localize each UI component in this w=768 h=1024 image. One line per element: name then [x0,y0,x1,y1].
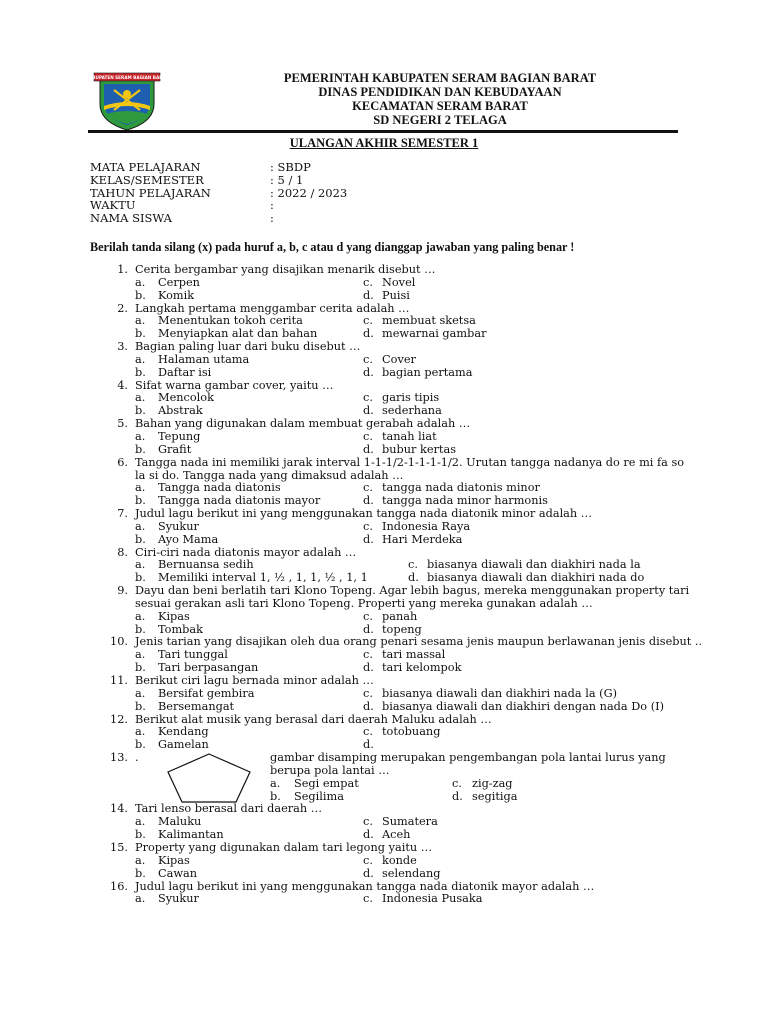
option-letter: c. [363,853,373,867]
option-a-text: Bernuansa sedih [158,558,254,572]
question-line [0,868,768,881]
option-letter: a. [135,609,146,623]
question-number: 6. [117,455,128,469]
option-letter: a. [135,815,146,829]
option-letter: a. [135,481,146,495]
option-d-text: biasanya diawali dan diakhiri nada do [427,571,645,585]
option-a-text: Halaman utama [158,352,250,366]
option-d-text: segitiga [472,789,518,803]
question-text: la si do. Tangga nada yang dimaksud adalah … [135,468,404,482]
question-line [0,726,768,739]
question-number: 14. [110,802,128,816]
question-line [0,585,768,598]
option-letter: d. [408,571,419,585]
option-b-text: Memiliki interval 1, ½ , 1, 1, ½ , 1, 1 [158,571,368,585]
option-c-text: tanah liat [382,429,437,443]
question-text: Judul lagu berikut ini yang menggunakan tangga nada diatonik mayor adalah … [135,879,595,893]
option-letter: a. [135,853,146,867]
option-letter: a. [135,352,146,366]
question-line [0,431,768,444]
option-c-text: panah [382,609,418,623]
option-letter: b. [135,571,146,585]
option-b-text: Tangga nada diatonis mayor [158,494,321,508]
option-a-text: Tepung [158,429,201,443]
pentagon-figure [164,752,254,804]
option-c-text: membuat sketsa [382,314,476,328]
option-b-text: Daftar isi [158,365,212,379]
question-number: 13. [110,751,128,765]
question-line [0,508,768,521]
question-line [0,521,768,534]
option-c-text: Indonesia Raya [382,519,471,533]
question-number: 7. [117,507,128,521]
option-d-text: selendang [382,866,441,880]
option-letter: c. [363,314,373,328]
letterhead [170,71,710,127]
option-c-text: konde [382,853,417,867]
question-text: Tari lenso berasal dari daerah … [135,802,323,816]
option-b-text: Cawan [158,866,198,880]
option-d-text: sederhana [382,404,442,418]
option-c-text: Sumatera [382,815,438,829]
question-text: gambar disamping merupakan pengembangan pola lantai lurus yang [270,751,666,765]
option-letter: c. [363,429,373,443]
option-letter: b. [135,327,146,341]
option-letter: d. [363,622,374,636]
question-text: berupa pola lantai … [270,763,390,777]
question-number: 12. [110,712,128,726]
option-letter: b. [135,288,146,302]
letterhead-line-3: KECAMATAN SERAM BARAT [352,99,528,113]
question-text: Jenis tarian yang disajikan oleh dua orang penari sesama jenis maupun berlawanan jenis disebut .. [135,635,703,649]
option-c-text: biasanya diawali dan diakhiri nada la (G) [382,686,617,700]
question-lead: . [135,751,139,765]
option-letter: b. [135,494,146,508]
identity-label: WAKTU [90,198,136,213]
identity-label: NAMA SISWA [90,211,172,226]
identity-value: : [270,198,274,213]
option-a-text: Tangga nada diatonis [158,481,281,495]
option-c-text: totobuang [382,725,441,739]
option-letter: d. [363,738,374,752]
question-line [0,701,768,714]
option-d-text: tangga nada minor harmonis [382,494,548,508]
option-b-text: Gamelan [158,738,209,752]
option-b-text: Grafit [158,442,192,456]
option-d-text: Puisi [382,288,410,302]
option-letter: a. [135,314,146,328]
option-letter: d. [363,828,374,842]
question-line [0,855,768,868]
option-a-text: Kendang [158,725,209,739]
question-text: Ciri-ciri nada diatonis mayor adalah … [135,545,357,559]
question-number: 10. [110,635,128,649]
question-line [0,778,768,791]
identity-value: : 2022 / 2023 [270,185,348,200]
option-letter: d. [363,532,374,546]
question-text: Property yang digunakan dalam tari legong yaitu … [135,840,433,854]
question-text: Judul lagu berikut ini yang menggunakan tangga nada diatonik minor adalah … [135,507,593,521]
option-letter: a. [135,275,146,289]
option-letter: a. [135,429,146,443]
option-a-text: Kipas [158,853,190,867]
option-a-text: Bersifat gembira [158,686,255,700]
option-c-text: Novel [382,275,416,289]
question-number: 3. [117,340,128,354]
identity-value: : SBDP [270,160,311,174]
option-b-text: Kalimantan [158,828,224,842]
question-list [0,264,768,906]
option-b-text: Ayo Mama [158,532,219,546]
letterhead-line-4: SD NEGERI 2 TELAGA [373,113,507,127]
question-text: Dayu dan beni berlatih tari Klono Topeng. Agar lebih bagus, mereka menggunakan property tari [135,584,690,598]
option-letter: c. [363,686,373,700]
option-b-text: Abstrak [158,404,203,418]
option-b-text: Segilima [294,789,344,803]
option-letter: b. [135,404,146,418]
option-letter: d. [363,327,374,341]
question-line [0,444,768,457]
question-number: 16. [110,879,128,893]
question-number: 11. [110,674,128,687]
option-letter: b. [135,699,146,713]
identity-label: MATA PELAJARAN [90,160,201,174]
identity-label: TAHUN PELAJARAN [90,185,211,200]
identity-value: : [270,211,274,226]
question-line [0,264,768,277]
option-d-text: biasanya diawali dan diakhiri dengan nada Do (I) [382,699,664,713]
question-number: 1. [117,263,128,276]
question-line [0,534,768,547]
option-c-text: tari massal [382,648,446,662]
option-letter: d. [363,404,374,418]
question-line [0,290,768,303]
option-c-text: tangga nada diatonis minor [382,481,540,495]
question-text: Berikut alat musik yang berasal dari daerah Maluku adalah … [135,712,492,726]
option-letter: b. [135,532,146,546]
question-number: 15. [110,840,128,854]
question-number: 4. [117,378,128,392]
question-line [0,598,768,611]
option-a-text: Tari tunggal [158,648,228,662]
option-letter: c. [363,892,373,906]
question-line [0,328,768,341]
option-b-text: Bersemangat [158,699,235,713]
option-letter: c. [363,519,373,533]
option-a-text: Maluku [158,815,202,829]
option-d-text: mewarnai gambar [382,327,487,341]
identity-value: : 5 / 1 [270,172,304,187]
option-letter: c. [363,815,373,829]
option-a-text: Segi empat [294,776,359,790]
option-letter: b. [135,828,146,842]
exam-title: ULANGAN AKHIR SEMESTER 1 [289,136,479,150]
option-a-text: Kipas [158,609,190,623]
option-letter: b. [135,738,146,752]
option-letter: a. [135,892,146,906]
option-letter: a. [135,648,146,662]
header-divider [88,130,678,133]
question-text: Langkah pertama menggambar cerita adalah … [135,301,410,315]
question-line [0,341,768,354]
option-letter: b. [270,789,281,803]
letterhead-line-2: DINAS PENDIDIKAN DAN KEBUDAYAAN [318,85,562,99]
option-letter: b. [135,442,146,456]
option-c-text: garis tipis [382,391,440,405]
question-line [0,675,768,688]
question-line [0,765,768,778]
option-a-text: Syukur [158,519,199,533]
option-letter: d. [363,661,374,675]
option-a-text: Menentukan tokoh cerita [158,314,303,328]
option-a-text: Syukur [158,892,199,906]
option-letter: b. [135,661,146,675]
question-line [0,277,768,290]
option-b-text: Tombak [158,622,203,636]
question-line [0,611,768,624]
identity-label: KELAS/SEMESTER [90,172,204,187]
option-letter: c. [408,558,418,572]
question-text: Berikut ciri lagu bernada minor adalah … [135,674,374,687]
logo-banner-text: KABUPATEN SERAM BAGIAN BARAT [85,75,169,80]
option-letter: a. [135,519,146,533]
option-letter: a. [135,725,146,739]
option-a-text: Mencolok [158,391,214,405]
option-d-text: bubur kertas [382,442,457,456]
option-letter: c. [363,481,373,495]
option-letter: c. [363,648,373,662]
option-c-text: Cover [382,352,416,366]
option-c-text: zig-zag [472,776,513,790]
question-number: 5. [117,417,128,431]
option-d-text: tari kelompok [382,661,462,675]
option-a-text: Cerpen [158,275,200,289]
option-letter: d. [363,866,374,880]
question-text: sesuai gerakan asli tari Klono Topeng. Properti yang mereka gunakan adalah … [135,596,593,610]
letterhead-line-1: PEMERINTAH KABUPATEN SERAM BAGIAN BARAT [283,71,597,85]
option-c-text: biasanya diawali dan diakhiri nada la [427,558,641,572]
question-line [0,547,768,560]
option-d-text: topeng [382,622,422,636]
option-letter: d. [363,494,374,508]
option-letter: b. [135,365,146,379]
question-text: Sifat warna gambar cover, yaitu … [135,378,334,392]
question-line [0,752,768,765]
option-letter: d. [363,288,374,302]
option-d-text: Aceh [382,828,411,842]
question-line [0,354,768,367]
question-line [0,688,768,701]
question-line [0,842,768,855]
question-number: 8. [117,545,128,559]
option-letter: d. [363,365,374,379]
question-line [0,457,768,470]
question-line [0,559,768,572]
option-letter: d. [363,699,374,713]
option-b-text: Komik [158,288,195,302]
question-line [0,367,768,380]
option-letter: a. [135,686,146,700]
instruction-text: Berilah tanda silang (x) pada huruf a, b, c atau d yang dianggap jawaban yang paling benar ! [90,240,575,254]
option-letter: b. [135,622,146,636]
option-letter: c. [452,776,462,790]
option-letter: d. [452,789,463,803]
option-letter: a. [270,776,281,790]
option-b-text: Tari berpasangan [158,661,259,675]
option-letter: d. [363,442,374,456]
option-letter: b. [135,866,146,880]
question-text: Bahan yang digunakan dalam membuat gerabah adalah … [135,417,471,431]
question-text: Tangga nada ini memiliki jarak interval 1-1-1/2-1-1-1-1/2. Urutan tangga nadanya do re mi fa so [135,455,685,469]
question-text: Bagian paling luar dari buku disebut … [135,340,361,354]
question-text: Cerita bergambar yang disajikan menarik disebut … [135,263,436,276]
option-letter: a. [135,558,146,572]
option-letter: a. [135,391,146,405]
option-d-text: Hari Merdeka [382,532,463,546]
option-letter: c. [363,352,373,366]
question-number: 2. [117,301,128,315]
regency-logo [85,70,169,132]
option-letter: c. [363,609,373,623]
option-d-text: bagian pertama [382,365,473,379]
option-b-text: Menyiapkan alat dan bahan [158,327,318,341]
question-number: 9. [117,584,128,598]
option-letter: c. [363,725,373,739]
option-c-text: Indonesia Pusaka [382,892,483,906]
option-letter: c. [363,275,373,289]
option-letter: c. [363,391,373,405]
question-line [0,893,768,906]
